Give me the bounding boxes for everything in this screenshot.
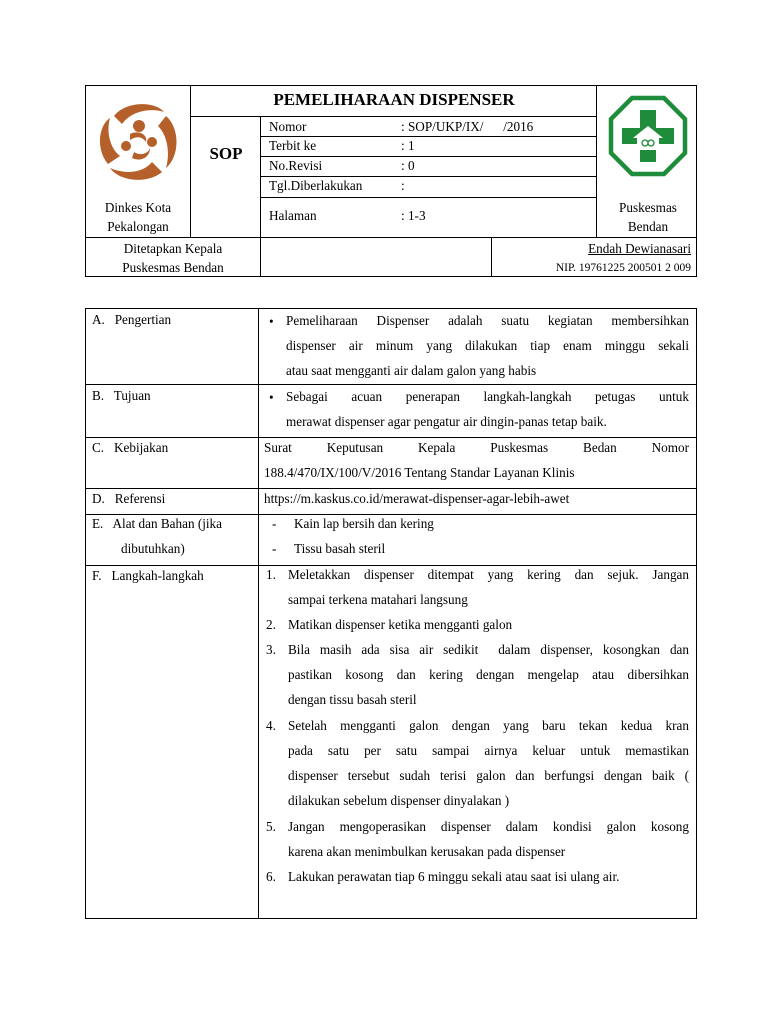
- puskesmas-logo: [605, 92, 691, 180]
- section-e-label-line-2: dibutuhkan): [121, 541, 185, 556]
- sop-label: SOP: [209, 144, 243, 163]
- step-1-number: 1.: [266, 567, 276, 582]
- section-c-line-1: Surat Keputusan Kepala Puskesmas Bedan Nomor: [264, 440, 689, 455]
- field-value-tgl: :: [401, 178, 405, 193]
- field-value-nomor: : SOP/UKP/IX/ /2016: [401, 119, 534, 134]
- dinkes-logo-cell: [86, 86, 190, 237]
- section-d-label: D. Referensi: [92, 491, 166, 506]
- field-label-terbit: Terbit ke: [269, 138, 317, 153]
- section-c-line-2: 188.4/470/IX/100/V/2016 Tentang Standar Layanan Klinis: [264, 465, 575, 480]
- document-title: PEMELIHARAAN DISPENSER: [273, 90, 515, 109]
- section-b-bullet: •: [269, 390, 274, 405]
- step-1-line-1: Meletakkan dispenser ditempat yang kering dan sejuk. Jangan: [288, 567, 689, 582]
- step-4-line-3: dispenser tersebut sudah terisi galon dan berfungsi dengan baik (: [288, 768, 689, 783]
- section-e-item-1: Kain lap bersih dan kering: [294, 516, 434, 531]
- dinkes-org-line-1: Dinkes Kota: [104, 200, 172, 215]
- field-value-revisi: : 0: [401, 158, 415, 173]
- sop-header-table: [85, 85, 697, 277]
- step-3-line-3: dengan tissu basah steril: [288, 692, 417, 707]
- section-a-bullet: •: [269, 314, 274, 329]
- section-e-label-line-1: E. Alat dan Bahan (jika: [92, 516, 223, 531]
- approval-row: [86, 237, 696, 277]
- step-3-line-1: Bila masih ada sisa air sedikit dalam dispenser, kosongkan dan: [288, 642, 689, 657]
- section-c-label: C. Kebijakan: [92, 440, 169, 455]
- step-6-line-1: Lakukan perawatan tiap 6 minggu sekali atau saat isi ulang air.: [288, 869, 620, 884]
- step-3-number: 3.: [266, 642, 276, 657]
- step-5-line-1: Jangan mengoperasikan dispenser dalam kondisi galon kosong: [288, 819, 689, 834]
- reference-link[interactable]: https://m.kaskus.co.id/merawat-dispenser-agar-lebih-awet: [264, 491, 570, 506]
- step-5-line-2: karena akan menimbulkan kerusakan pada dispenser: [288, 844, 566, 859]
- section-e-item-1-marker: -: [272, 516, 277, 531]
- puskesmas-org-line-2: Bendan: [627, 219, 669, 234]
- signer-nip: NIP. 19761225 200501 2 009: [555, 262, 691, 274]
- step-4-line-4: dilakukan sebelum dispenser dinyalakan ): [288, 793, 510, 808]
- step-6-number: 6.: [266, 869, 276, 884]
- section-b-line-1: Sebagai acuan penerapan langkah-langkah petugas untuk: [286, 389, 689, 404]
- field-label-nomor: Nomor: [269, 119, 307, 134]
- section-b-label: B. Tujuan: [92, 388, 151, 403]
- signer-name: Endah Dewianasari: [588, 241, 691, 256]
- puskesmas-logo-cell: [596, 86, 699, 237]
- sop-content-table: [85, 308, 697, 919]
- section-e-item-2: Tissu basah steril: [294, 541, 386, 556]
- field-label-revisi: No.Revisi: [269, 158, 323, 173]
- section-e-item-2-marker: -: [272, 541, 277, 556]
- step-4-number: 4.: [266, 718, 276, 733]
- step-4-line-2: pada satu per satu sampai airnya keluar untuk memastikan: [288, 743, 689, 758]
- step-1-line-2: sampai terkena matahari langsung: [288, 592, 468, 607]
- field-label-halaman: Halaman: [269, 208, 317, 223]
- step-4-line-1: Setelah mengganti galon dengan yang baru tekan kedua kran: [288, 718, 689, 733]
- title-cell: [190, 86, 597, 116]
- field-value-halaman: : 1-3: [401, 208, 426, 223]
- dinkes-org-line-2: Pekalongan: [107, 219, 169, 234]
- field-value-terbit: : 1: [401, 138, 415, 153]
- step-2-number: 2.: [266, 617, 276, 632]
- section-a-line-1: Pemeliharaan Dispenser adalah suatu kegiatan membersihkan: [286, 313, 689, 328]
- approved-by-line-1: Ditetapkan Kepala: [123, 241, 223, 256]
- section-a-label: A. Pengertian: [92, 312, 172, 327]
- sop-label-cell: [190, 116, 261, 238]
- puskesmas-org-line-1: Puskesmas: [619, 200, 677, 215]
- section-a-line-2: dispenser air minum yang dilakukan tiap enam minggu sekali: [286, 338, 689, 353]
- dinkes-kota-logo: [94, 96, 184, 184]
- header-fields: [260, 116, 597, 238]
- step-3-line-2: pastikan kosong dan kering dengan mengelap atau dibersihkan: [288, 667, 689, 682]
- section-b-line-2: merawat dispenser agar pengatur air dingin-panas tetap baik.: [286, 414, 607, 429]
- step-2-line-1: Matikan dispenser ketika mengganti galon: [288, 617, 513, 632]
- step-5-number: 5.: [266, 819, 276, 834]
- field-label-tgl: Tgl.Diberlakukan: [269, 178, 363, 193]
- section-f-label: F. Langkah-langkah: [92, 568, 204, 583]
- section-a-line-3: atau saat mengganti air dalam galon yang habis: [286, 363, 537, 378]
- approved-by-line-2: Puskesmas Bendan: [122, 260, 224, 275]
